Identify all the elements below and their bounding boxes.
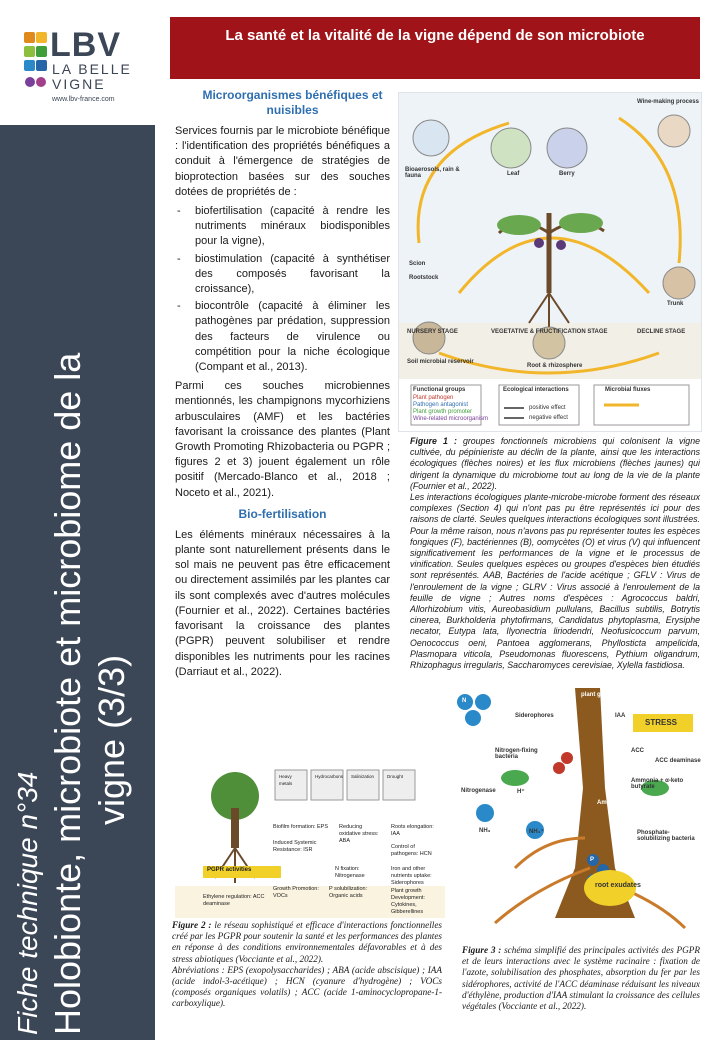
- label-trunk: Trunk: [667, 301, 684, 307]
- page-title: La santé et la vitalité de la vigne dépend de son microbiote: [170, 17, 700, 79]
- fig2-drought: Drought: [387, 774, 404, 779]
- label-berry: Berry: [559, 171, 575, 177]
- fig3-acc: ACC: [631, 748, 644, 754]
- section1-paragraph: Parmi ces souches microbiennes mentionnés, les champignons mycorhiziens arbusculaires (AMF) et les bactéries favorisant la croissance des plantes (Plant Growth Promoting Rhizobacteria ou PGPR ; figures 2 et 3) jouent également un rôle positif (Mercado-Blanco et al., 2018 ; Noceto et al., 2021).: [175, 380, 390, 499]
- label-vegetative-stage: VEGETATIVE & FRUCTIFICATION STAGE: [491, 329, 608, 335]
- section2-paragraph: Les éléments minéraux nécessaires à la plante sont naturellement présents dans le sol mais ne peuvent pas être efficacement ou directement assimilés par les plantes car ils sont complexés avec d'autres molécules (Fournier et al., 2022). Certaines bactéries favorisant la croissance des plantes (PGPR) peuvent solubiliser et rendre disponibles les nutriments pour les racines (Darriaut et al., 2022).: [175, 528, 390, 678]
- label-bioaerosols: Bioaerosols, rain & fauna: [405, 167, 460, 179]
- figure2-diagram: [175, 768, 445, 918]
- figure2-caption: [172, 920, 442, 1010]
- label-scion: Scion: [409, 261, 426, 267]
- fig3-stress: STRESS: [645, 718, 678, 727]
- logo-url: www.lbv-france.com: [52, 96, 115, 103]
- fig2-ethylene: Ethylene regulation: ACC deaminase: [203, 894, 265, 907]
- fig2-plant-growth: Plant growth Development: Cytokines, Gibberellines: [391, 888, 425, 915]
- logo-subtitle: LA BELLE VIGNE: [52, 61, 132, 92]
- section-title-microorganismes: Microorganismes bénéfiques et nuisibles: [202, 88, 383, 117]
- legend-fluxes: Microbial fluxes: [605, 387, 651, 393]
- figure3-diagram: [455, 688, 705, 933]
- fig2-salinization: Salinization: [351, 774, 375, 779]
- fig3-amino-acids: Amino acids: [597, 800, 633, 806]
- fig2-control-pathogens: Control of pathogens: HCN: [391, 844, 432, 857]
- vertical-title: [10, 135, 145, 1035]
- logo-name: LBV: [50, 26, 121, 64]
- fig2-pgpr-activities: PGPR activities: [207, 867, 252, 873]
- figure3-caption-text: schéma simplifié des principales activités des PGPR et de leurs interactions avec le système racinaire : fixation de l'azote, solubilisation des phosphates, absorption du fer par les sidérophores, activité de l'ACC déaminase réduisant les niveaux d'éthylène, production d'IAA stimulant la croissance des cellules végétales (Vocciante et al., 2022).: [462, 945, 700, 1012]
- figure1-caption-text: groupes fonctionnels microbiens qui colonisent la vigne cultivée, du pépinieriste au déclin de la plante, ainsi que les interactions écologiques (flèches noires) et les flux microbiens (flèches jaunes) qui dirigent la dynamique du microbiome tout au long de la vie de la plante (Fournier et al., 2022).: [410, 436, 700, 491]
- legend-positive: positive effect: [529, 405, 566, 411]
- fig2-n-fixation: N fixation: Nitrogenase: [335, 866, 365, 879]
- services-list: [175, 204, 390, 375]
- left-column: [175, 88, 390, 680]
- fig3-nh4: NH₄⁺: [529, 829, 544, 835]
- fig3-ammonia: Ammonia + α-keto butyrate: [631, 778, 684, 790]
- fig2-biofilm: Biofilm formation: EPS: [273, 824, 329, 830]
- fiche-number: Fiche technique n°34: [12, 771, 43, 1035]
- fiche-title-line2: vigne (3/3): [91, 654, 132, 825]
- legend-ecological: Ecological interactions: [503, 387, 569, 393]
- fig3-acc-deaminase: ACC deaminase: [655, 758, 701, 764]
- fig2-hydrocarbons: Hydrocarbons: [315, 774, 344, 779]
- legend-promoter: Plant growth promoter: [413, 409, 473, 415]
- label-decline-stage: DECLINE STAGE: [637, 329, 686, 335]
- label-rootstock: Rootstock: [409, 275, 439, 281]
- legend-pathogen: Plant pathogen: [413, 395, 454, 401]
- fig2-iron-uptake: Iron and other nutrients uptake: Siderophores: [391, 866, 432, 886]
- fig3-h-plus: H⁺: [517, 789, 525, 795]
- label-soil-reservoir: Soil microbial reservoir: [407, 359, 474, 365]
- lbv-logo: [20, 28, 135, 108]
- legend-wine-related: Wine-related microorganism: [413, 416, 489, 422]
- fig3-root-exudates: root exudates: [595, 882, 641, 889]
- label-nursery-stage: NURSERY STAGE: [407, 329, 458, 335]
- logo-mark-icon: [20, 30, 50, 100]
- fiche-title-line1: Holobionte, microbiote et microbiome de la: [47, 352, 88, 1035]
- fig2-roots-elongation: Roots elongation: IAA: [391, 824, 434, 837]
- fig2-growth-promotion: Growth Promotion: VOCs: [273, 886, 319, 899]
- figure3-caption-label: Figure 3 :: [462, 945, 502, 955]
- figure2-caption-abbreviations: Abréviations : EPS (exopolysaccharides) ; ABA (acide abscisique) ; IAA (acide indol-3-acétique) ; HCN (cyanure d'hydrogène) ; VOCs (composés organiques volatils) ; ACC (acide 1-aminocyclopropane-1-carboxylique).: [172, 964, 442, 1009]
- fig3-n-symbol: N: [462, 698, 467, 704]
- section-title-biofertilisation: Bio-fertilisation: [238, 506, 327, 521]
- legend-antagonist: Pathogen antagonist: [413, 402, 469, 408]
- fig2-reducing-stress: Reducing oxidative stress: ABA: [339, 824, 379, 844]
- fig3-p-solubilizing: Phosphate-solubilizing bacteria: [637, 830, 695, 842]
- legend-negative: negative effect: [529, 415, 568, 421]
- figure1-artwork: [399, 93, 701, 431]
- fig2-p-solubilization: P solubilization: Organic acids: [329, 886, 368, 899]
- list-item: - biostimulation (capacité à synthétiser des composés favorisant la croissance),: [175, 252, 390, 298]
- fig3-siderophores: Siderophores: [515, 713, 554, 719]
- figure3-caption: [462, 945, 700, 1012]
- label-winemaking: Wine-making process: [637, 99, 699, 105]
- figure1-caption-details: Les interactions écologiques plante-microbe-microbe forment des réseaux complexes (Section 4) qui n'ont pas pu être représentés ici pour des raisons de clarté. Seules quelques interactions écologiques sont illustrées. Pour la même raison, nous n'avons pas pu représenter toutes les espèces fongiques (F), bactériennes (B), oomycètes (O) et virus (V) qui influencent significativement les performances de la vigne et le processus de vinification. Seules quelques espèces ou groupes d'espèces bien étudiés sont représentés. AAB, Bactéries de l'acide acétique ; GFLV : Virus de l'enroulement de la vigne ; GLRV : Virus associé à l'enroulement de la feuille de vigne ; Autres noms d'espèces : Agrococcus baldri, Allorhizobium vitis, Aureobasidium pullulans, Bacillus subtilis, Botrytis cinerea, Burkholderia phytofirmans, Candidatus phytoplasma, Erysiphe necator, Eutypa lata, Ilyonectria liriodendri, Neofusicoccum parvum, Oenococcus oeni, Pantoea agglomerans, Phyllosticta ampelicida, Plasmopara viticola, Pseudomonas fluorescens, Pythium oligandrum, Rhizophagus irregularis, Saccharomyces cerevisiae, Xylella fastidiosa.: [410, 492, 700, 671]
- fig3-nitrogenase: Nitrogenase: [461, 788, 496, 794]
- fig2-isr: Induced Systemic Resistance: ISR: [273, 840, 317, 853]
- fig3-iaa: IAA: [615, 713, 626, 719]
- fig3-nh3: NH₃: [479, 828, 491, 834]
- section1-intro: Services fournis par le microbiote bénéfique : l'identification des propriétés bénéfiques a conduit à l'émergence de stratégies de bioprotection basées sur des souches dotées de propriétés de :: [175, 125, 390, 198]
- fig3-plant-growth: plant growth: [581, 692, 617, 698]
- figure1-diagram: [398, 92, 702, 432]
- label-root-rhizosphere: Root & rhizosphere: [527, 363, 583, 369]
- fig3-ethylene: ethylene: [615, 768, 640, 774]
- figure1-caption-label: Figure 1 :: [410, 436, 457, 446]
- list-item: - biocontrôle (capacité à éliminer les pathogènes par prédation, suppression des facteurs de virulence ou compétition pour la niche écologique (Compant et al., 2013).: [175, 299, 390, 375]
- figure1-caption: [410, 436, 700, 671]
- fig3-n-fixing-bacteria: Nitrogen-fixing bacteria: [495, 748, 538, 760]
- fig2-heavy-metals: Heavy metals: [279, 774, 293, 786]
- legend-functional-groups: Functional groups: [413, 387, 466, 393]
- figure2-caption-label: Figure 2 :: [172, 920, 212, 930]
- fig3-p-symbol: P: [590, 857, 595, 863]
- list-item: - biofertilisation (capacité à rendre les nutriments minéraux biodisponibles pour la vigne),: [175, 204, 390, 250]
- figure2-caption-text: le réseau sophistiqué et efficace d'interactions fonctionnelles créé par les PGPR pour soutenir la santé et les performances des plantes en réponse à des conditions environnementales défavorables et à des stress abiotiques (Vocciante et al., 2022).: [172, 920, 442, 964]
- label-leaf: Leaf: [507, 171, 520, 177]
